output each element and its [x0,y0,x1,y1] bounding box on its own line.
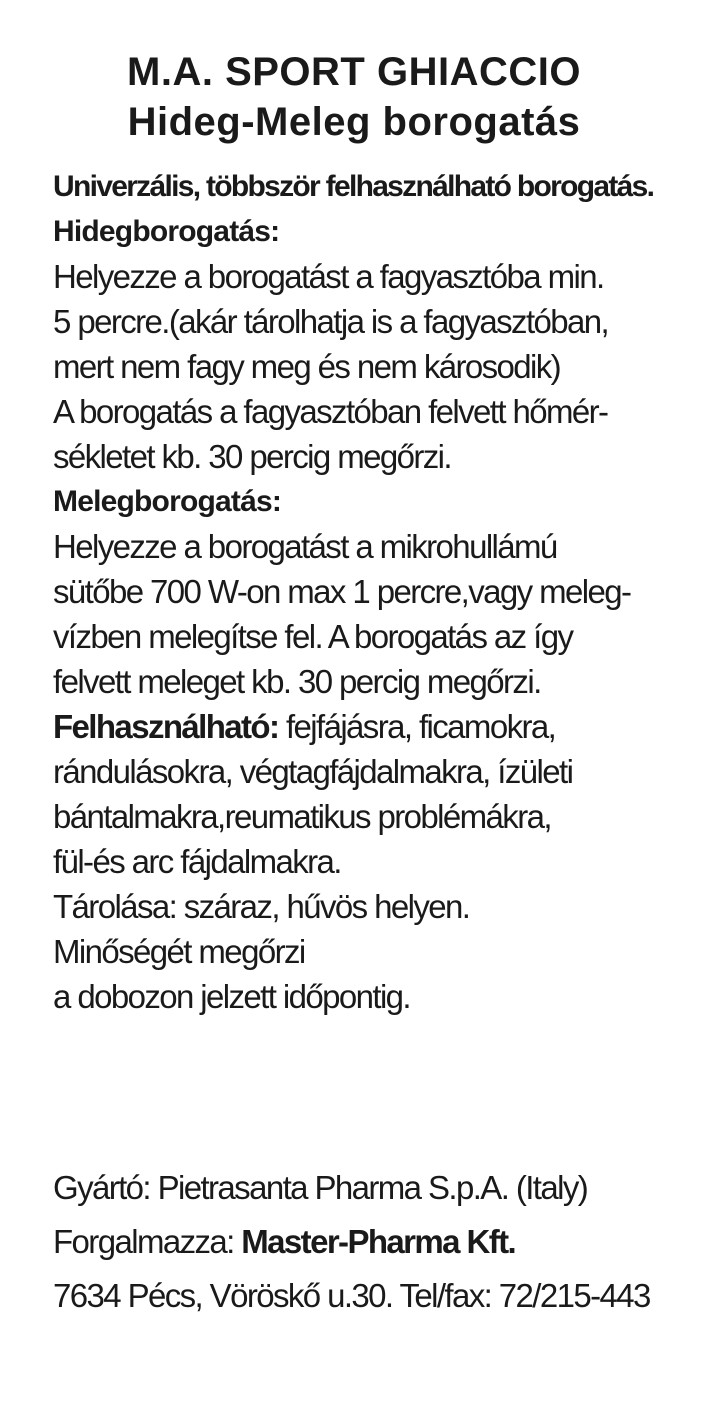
cold-compress-heading: Hidegborogatás: [53,215,280,248]
usage-first-line [53,704,693,749]
distributor-line [53,1215,693,1269]
storage-line: Tárolása: száraz, hűvös helyen. [53,888,470,925]
usage-label: Felhasználható: [53,708,279,745]
distributor-name: Master-Pharma Kft. [241,1223,516,1260]
warm-compress-heading: Melegborogatás: [53,485,282,518]
cold-instruction-line: sékletet kb. 30 percig megőrzi. [53,438,451,475]
product-title: M.A. SPORT GHIACCIO [127,50,581,94]
usage-line: rándulásokra, végtagfájdalmakra, ízületi [53,753,573,790]
cold-instruction-line: Helyezze a borogatást a fagyasztóba min. [53,258,604,295]
manufacturer-line [53,1161,693,1215]
usage-text: fejfájásra, ficamokra, [278,708,556,745]
cold-instruction-line: A borogatás a fagyasztóban felvett hőmér- [53,393,608,430]
intro-text: Univerzális, többször felhasználható borogatás. [53,170,654,203]
usage-line: bántalmakra,reumatikus problémákra, [53,798,551,835]
distributor-label: Forgalmazza: [53,1223,242,1260]
footer-info [53,1161,693,1323]
storage-line: Minőségét megőrzi [53,933,305,970]
instructions-body [53,164,693,1019]
warm-instruction-line: sütőbe 700 W-on max 1 percre,vagy meleg- [53,573,631,610]
warm-instruction-line: felvett meleget kb. 30 percig megőrzi. [53,663,541,700]
storage-line: a dobozon jelzett időpontig. [53,978,411,1015]
warm-instruction-line: vízben melegítse fel. A borogatás az így [53,618,573,655]
manufacturer-name: Pietrasanta Pharma S.p.A. (Italy) [157,1169,588,1206]
address-line: 7634 Pécs, Vöröskő u.30. Tel/fax: 72/215-443 [53,1277,650,1314]
cold-instruction-line: mert nem fagy meg és nem károsodik) [53,348,561,385]
manufacturer-label: Gyártó: [53,1169,158,1206]
cold-instruction-line: 5 percre.(akár tárolhatja is a fagyasztóban, [53,303,609,340]
product-subtitle: Hideg-Meleg borogatás [127,100,581,144]
usage-line: fül-és arc fájdalmakra. [53,843,341,880]
warm-instruction-line: Helyezze a borogatást a mikrohullámú [53,528,557,565]
